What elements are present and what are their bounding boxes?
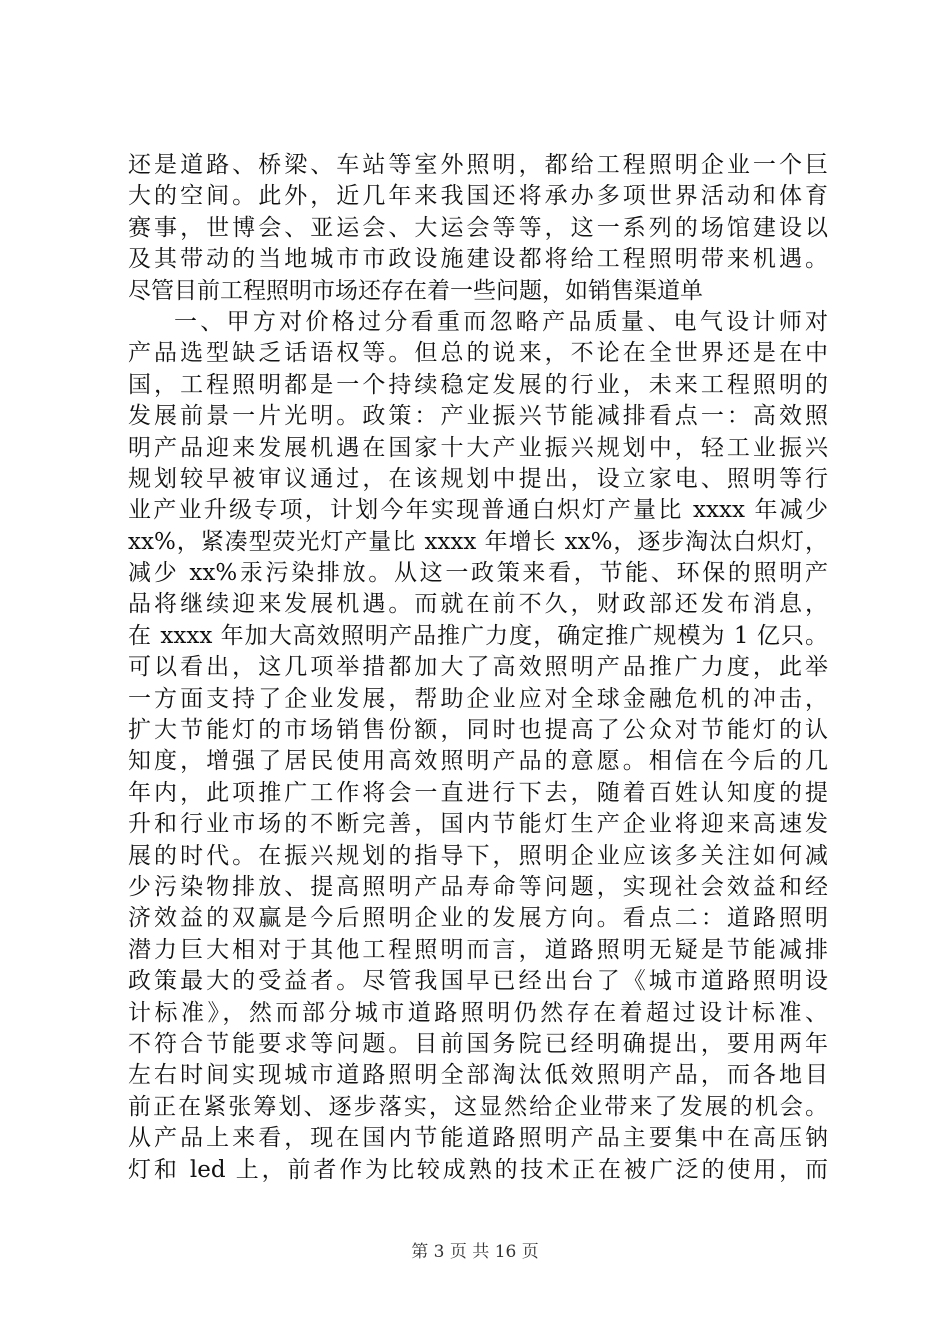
page-number-footer: 第 3 页 共 16 页 — [411, 1242, 539, 1262]
text-line: 一方面支持了企业发展，帮助企业应对全球金融危机的冲击， — [128, 685, 828, 712]
text-line: 可以看出，这几项举措都加大了高效照明产品推广力度，此举 — [128, 654, 828, 681]
body-text — [128, 150, 828, 1186]
text-line: 灯和 led 上，前者作为比较成熟的技术正在被广泛的使用，而 — [128, 1156, 828, 1183]
text-line: 扩大节能灯的市场销售份额，同时也提高了公众对节能灯的认 — [128, 717, 828, 744]
text-line: 年内，此项推广工作将会一直进行下去，随着百姓认知度的提 — [128, 779, 828, 806]
text-line: 产品选型缺乏话语权等。但总的说来，不论在全世界还是在中 — [128, 340, 828, 367]
text-line: 在 xxxx 年加大高效照明产品推广力度，确定推广规模为 1 亿只。 — [128, 622, 828, 649]
text-line: 从产品上来看，现在国内节能道路照明产品主要集中在高压钠 — [128, 1125, 828, 1152]
text-line: 前正在紧张筹划、逐步落实，这显然给企业带来了发展的机会。 — [128, 1093, 828, 1120]
text-line: 大的空间。此外，近几年来我国还将承办多项世界活动和体育 — [128, 183, 828, 210]
text-line: 规划较早被审议通过，在该规划中提出，设立家电、照明等行 — [128, 465, 828, 492]
text-line: 知度，增强了居民使用高效照明产品的意愿。相信在今后的几 — [128, 748, 828, 775]
text-line: xx%，紧凑型荧光灯产量比 xxxx 年增长 xx%，逐步淘汰白炽灯， — [128, 528, 828, 555]
text-line: 左右时间实现城市道路照明全部淘汰低效照明产品，而各地目 — [128, 1062, 828, 1089]
text-line: 不符合节能要求等问题。目前国务院已经明确提出，要用两年 — [128, 1030, 828, 1057]
text-line: 尽管目前工程照明市场还存在着一些问题，如销售渠道单 — [128, 277, 703, 304]
text-line: 明产品迎来发展机遇在国家十大产业振兴规划中，轻工业振兴 — [128, 434, 828, 461]
text-line: 品将继续迎来发展机遇。而就在前不久，财政部还发布消息， — [128, 591, 828, 618]
text-line: 赛事，世博会、亚运会、大运会等等，这一系列的场馆建设以 — [128, 214, 828, 241]
text-line: 计标准》，然而部分城市道路照明仍然存在着超过设计标准、 — [128, 999, 828, 1026]
text-line: 济效益的双赢是今后照明企业的发展方向。看点二：道路照明 — [128, 905, 828, 932]
text-line: 发展前景一片光明。政策：产业振兴节能减排看点一：高效照 — [128, 403, 828, 430]
text-line: 少污染物排放、提高照明产品寿命等问题，实现社会效益和经 — [128, 873, 828, 900]
text-line: 展的时代。在振兴规划的指导下，照明企业应该多关注如何减 — [128, 842, 828, 869]
text-line: 还是道路、桥梁、车站等室外照明，都给工程照明企业一个巨 — [128, 152, 828, 178]
text-line: 政策最大的受益者。尽管我国早已经出台了《城市道路照明设 — [128, 968, 828, 995]
text-line: 潜力巨大相对于其他工程照明而言，道路照明无疑是节能减排 — [128, 936, 828, 963]
text-line: 及其带动的当地城市市政设施建设都将给工程照明带来机遇。 — [128, 246, 828, 273]
text-line: 国，工程照明都是一个持续稳定发展的行业，未来工程照明的 — [128, 371, 828, 398]
text-line: 业产业升级专项，计划今年实现普通白炽灯产量比 xxxx 年减少 — [128, 497, 828, 524]
text-line: 升和行业市场的不断完善，国内节能灯生产企业将迎来高速发 — [128, 811, 828, 838]
text-line: 减少 xx%汞污染排放。从这一政策来看，节能、环保的照明产 — [128, 560, 828, 587]
text-line-indented: 一、甲方对价格过分看重而忽略产品质量、电气设计师对 — [174, 308, 828, 335]
